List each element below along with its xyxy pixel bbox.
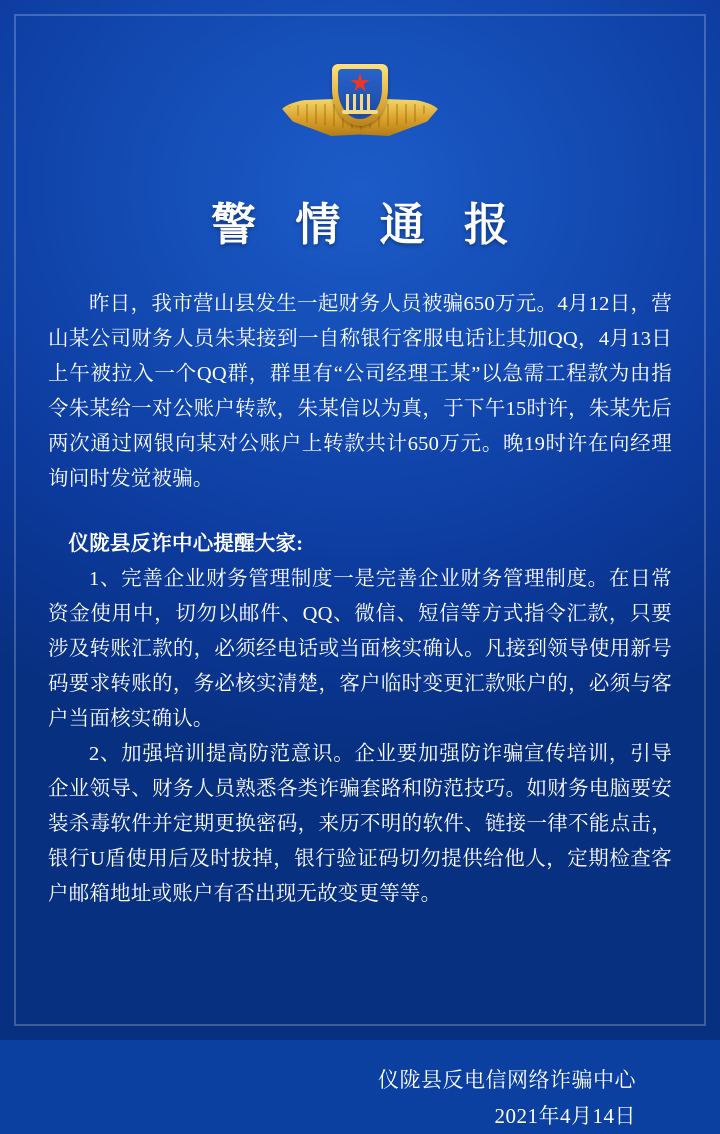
signature-date: 2021年4月14日 [494, 1104, 636, 1128]
notice-body [48, 287, 672, 912]
report-paragraph: 昨日，我市营山县发生一起财务人员被骗650万元。4月12日，营山某公司财务人员朱某接到一自称银行客服电话让其加QQ，4月13日上午被拉入一个QQ群，群里有“公司经理王某”以急需工程款为由指令朱某给一对公账户转款，朱某信以为真，于下午15时许，朱某先后两次通过网银向某对公账户上转款共计650万元。晚19时许在向经理询问时发觉被骗。 [48, 293, 672, 490]
signature-org: 仪陇县反电信网络诈骗中心 [378, 1068, 636, 1092]
badge-base [342, 110, 378, 114]
badge-pillars [346, 94, 374, 110]
tip-item-2: 2、加强培训提高防范意识。企业要加强防诈骗宣传培训，引导企业领导、财务人员熟悉各类诈骗套路和防范技巧。如财务电脑要安装杀毒软件并定期更换密码，来历不明的软件、链接一律不能点击，银行U盾使用后及时拔掉，银行验证码切勿提供给他人，定期检查客户邮箱地址或账户有否出现无故变更等等。 [48, 743, 672, 905]
signature-block [48, 1062, 672, 1134]
poster-content [26, 0, 694, 1134]
tip-item-1: 1、完善企业财务管理制度一是完善企业财务管理制度。在日常资金使用中，切勿以邮件、QQ、微信、短信等方式指令汇款，只要涉及转账汇款的，必须经电话或当面核实确认。凡接到领导使用新号码要求转账的，务必核实清楚，客户临时变更汇款账户的，必须与客户当面核实确认。 [48, 568, 672, 730]
paragraph-spacer [48, 497, 672, 527]
police-badge-icon [280, 58, 440, 154]
page-title: 警 情 通 报 [211, 200, 523, 250]
emblem-container [48, 0, 672, 166]
tips-lead: 仪陇县反诈中心提醒大家: [68, 533, 304, 555]
